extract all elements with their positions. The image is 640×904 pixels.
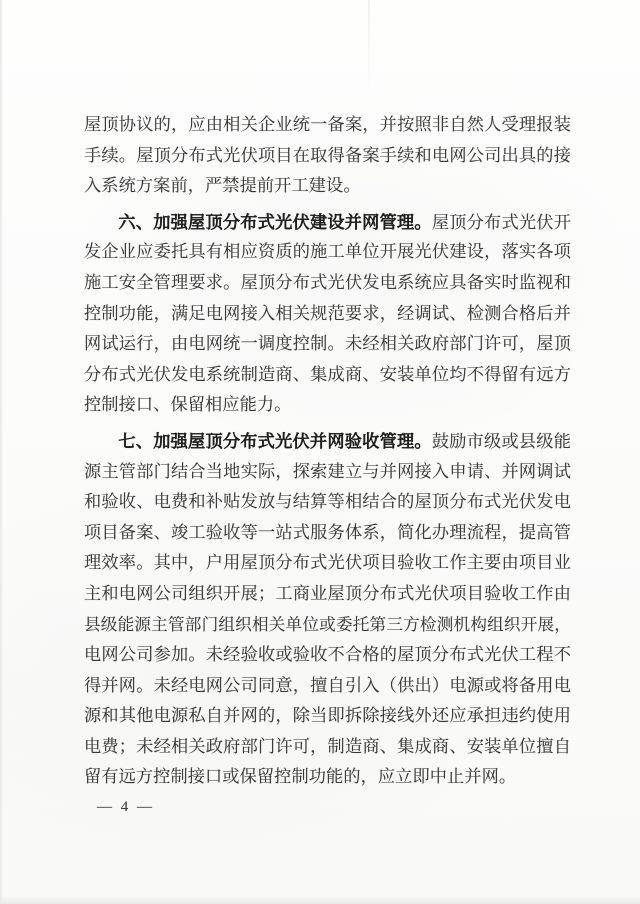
text-line: 手续。屋顶分布式光伏项目在取得备案手续和电网公司出具的接 (84, 145, 571, 165)
page-number: — 4 — (97, 799, 155, 815)
text-line: 电费；未经相关政府部门许可，制造商、集成商、安装单位擅自 (84, 736, 571, 756)
scan-edge-bottom (0, 896, 640, 904)
text-line: 理效率。其中，户用屋顶分布式光伏项目验收工作主要由项目业 (84, 553, 571, 573)
text-line: 得并网。未经电网公司同意，擅自引入（供出）电源或将备用电 (84, 675, 571, 695)
text-line: 电网公司参加。未经验收或验收不合格的屋顶分布式光伏工程不 (84, 645, 571, 665)
section-heading: 六、加强屋顶分布式光伏建设并网管理。 (118, 211, 432, 232)
text-line: 源和其他电源私自并网的，除当即拆除接线外还应承担违约使用 (84, 706, 571, 726)
text-line: 主和电网公司组织开展；工商业屋顶分布式光伏项目验收工作由 (84, 583, 571, 603)
text-line: 发企业应委托具有相应资质的施工单位开展光伏建设，落实各项 (84, 242, 571, 262)
text-line: 七、加强屋顶分布式光伏并网验收管理。鼓励市级或县级能 (118, 430, 571, 451)
text-line: 县级能源主管部门组织相关单位或委托第三方检测机构组织开展， (84, 614, 571, 634)
text-line: 控制接口、保留相应能力。 (84, 395, 292, 415)
text-line: 入系统方案前，严禁提前开工建设。 (84, 176, 361, 196)
text-line: 分布式光伏发电系统制造商、集成商、安装单位均不得留有远方 (84, 364, 571, 384)
text-line: 屋顶协议的，应由相关企业统一备案，并按照非自然人受理报装 (84, 115, 571, 134)
text-line: 留有远方控制接口或保留控制功能的，应立即中止并网。 (84, 767, 517, 787)
text-line: 项目备案、竣工验收等一站式服务体系，简化办理流程，提高管 (84, 522, 571, 542)
text-block (84, 110, 571, 793)
text-line: 网试运行，由电网统一调度控制。未经相关政府部门许可，屋顶 (84, 334, 571, 354)
scan-edge-left (0, 0, 3, 904)
text-line: 施工安全管理要求。屋顶分布式光伏发电系统应具备实时监视和 (84, 272, 571, 292)
text-line: 控制功能，满足电网接入相关规范要求，经调试、检测合格后并 (84, 303, 571, 323)
text-line: 源主管部门结合当地实际，探索建立与并网接入申请、并网调试 (84, 461, 571, 481)
section-heading: 七、加强屋顶分布式光伏并网验收管理。 (118, 430, 432, 451)
text-line: 和验收、电费和补贴发放与结算等相结合的屋顶分布式光伏发电 (84, 492, 571, 512)
text-line: 六、加强屋顶分布式光伏建设并网管理。屋顶分布式光伏开 (118, 211, 571, 232)
scan-streak (368, 0, 370, 96)
